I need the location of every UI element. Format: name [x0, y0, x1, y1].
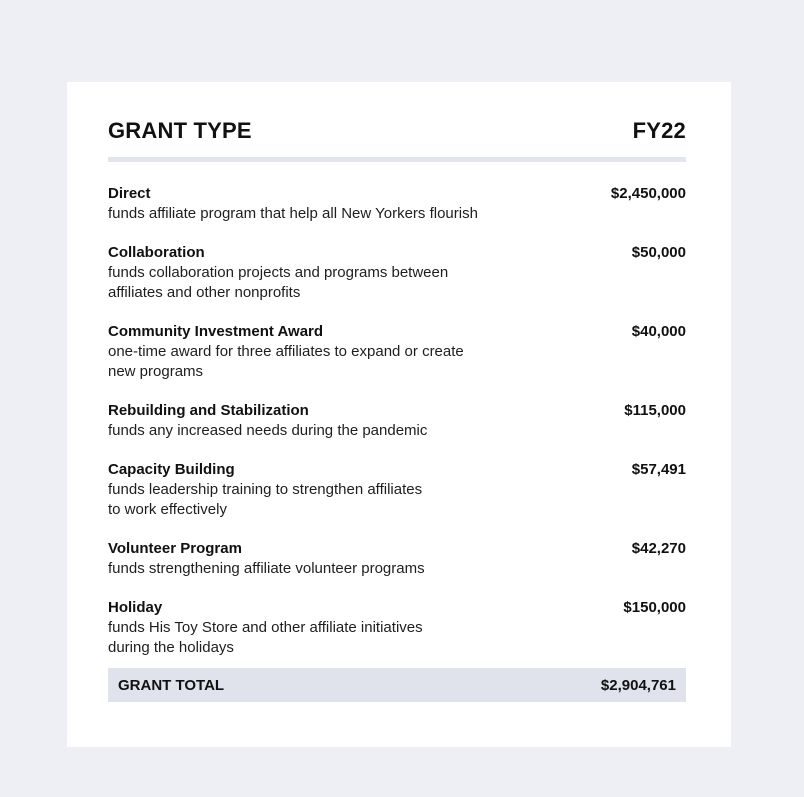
grant-amount: $2,450,000	[610, 185, 686, 202]
grant-row	[108, 243, 686, 303]
grant-amount: $40,000	[631, 323, 686, 340]
grant-description-line: new programs	[108, 363, 204, 380]
grant-total-label: GRANT TOTAL	[118, 676, 225, 694]
grant-total-row	[108, 668, 686, 702]
grant-row	[108, 460, 686, 520]
grant-info	[108, 401, 528, 441]
grant-row	[108, 598, 686, 658]
grant-row	[108, 184, 686, 224]
grant-title: Volunteer Program	[108, 540, 242, 557]
grant-amount: $50,000	[631, 244, 686, 261]
grant-info	[108, 539, 528, 579]
grant-row	[108, 322, 686, 382]
grant-title: Capacity Building	[108, 461, 235, 478]
grant-title: Rebuilding and Stabilization	[108, 402, 309, 419]
grant-description-line: funds affiliate program that help all New Yorkers flourish	[108, 205, 478, 222]
grant-title: Direct	[108, 185, 151, 202]
grant-description-line: during the holidays	[108, 639, 234, 656]
grant-title: Holiday	[108, 599, 163, 616]
grant-rows	[108, 184, 686, 677]
grant-description-line: funds any increased needs during the pandemic	[108, 422, 428, 439]
grant-description-line: funds leadership training to strengthen affiliates	[108, 481, 423, 498]
grant-description-line: to work effectively	[108, 501, 227, 518]
grant-description-line: affiliates and other nonprofits	[108, 284, 301, 301]
grant-info	[108, 184, 528, 224]
grant-amount: $42,270	[631, 540, 686, 557]
grant-amount: $115,000	[624, 402, 686, 419]
grant-info	[108, 243, 528, 303]
grant-row	[108, 539, 686, 579]
grant-description-line: funds collaboration projects and programs between	[108, 264, 449, 281]
grant-description-line: one-time award for three affiliates to expand or create	[108, 343, 464, 360]
grant-info	[108, 598, 528, 658]
grant-description-line: funds strengthening affiliate volunteer programs	[108, 560, 425, 577]
grant-info	[108, 322, 528, 382]
grant-title: Collaboration	[108, 244, 205, 261]
grant-type-heading: GRANT TYPE	[108, 118, 252, 143]
grant-title: Community Investment Award	[108, 323, 324, 340]
grant-amount: $57,491	[631, 461, 686, 478]
grant-description-line: funds His Toy Store and other affiliate initiatives	[108, 619, 423, 636]
grant-row	[108, 401, 686, 441]
grant-amount: $150,000	[623, 599, 686, 616]
fiscal-year-heading: FY22	[632, 118, 686, 143]
grant-info	[108, 460, 528, 520]
header-divider	[108, 157, 686, 162]
grant-total-amount: $2,904,761	[600, 676, 676, 694]
table-header	[108, 118, 686, 144]
grant-table-card	[67, 82, 731, 747]
